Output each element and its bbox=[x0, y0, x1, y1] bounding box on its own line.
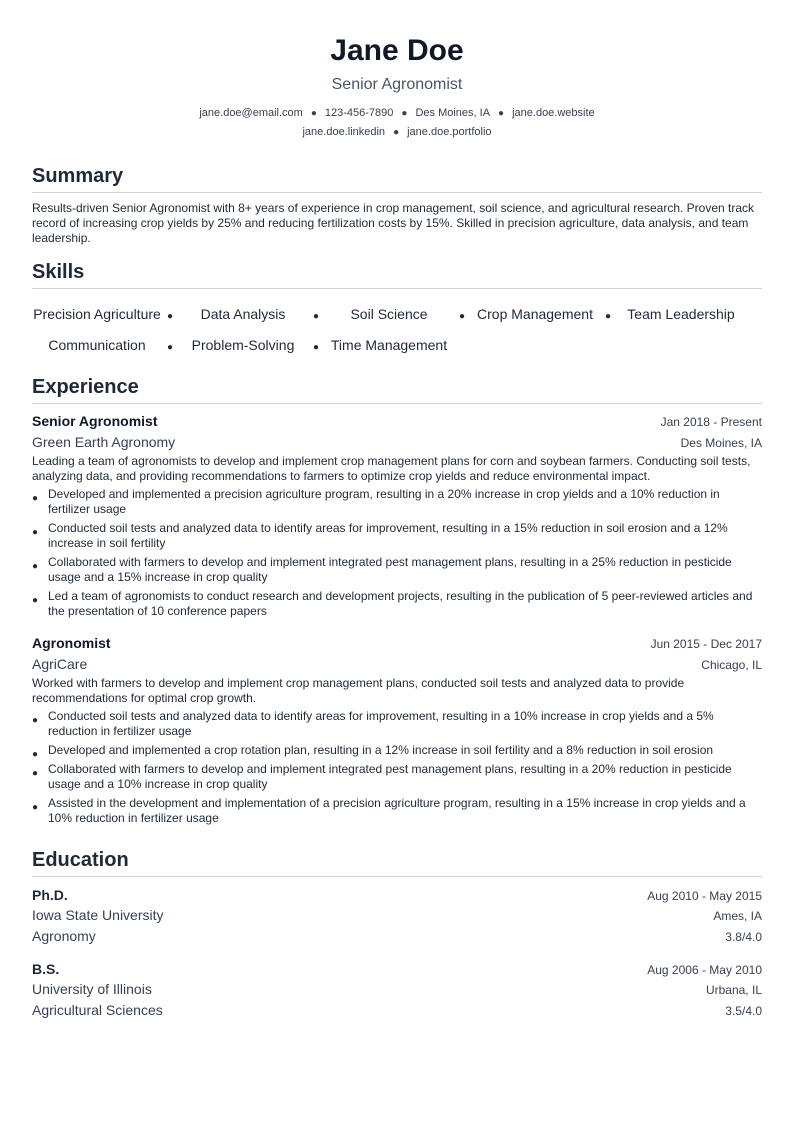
section-heading: Experience bbox=[32, 375, 762, 404]
skill-item: Precision Agriculture bbox=[33, 305, 161, 322]
job-entry bbox=[32, 634, 762, 826]
company-name: Green Earth Agronomy bbox=[32, 434, 176, 450]
job-dates: Jun 2015 - Dec 2017 bbox=[650, 637, 762, 651]
degree: Ph.D. bbox=[32, 887, 68, 903]
skill-item: Crop Management bbox=[477, 305, 593, 322]
list-item: ● Conducted soil tests and analyzed data to identify areas for improvement, resulting in a 10% increase in crop yields and a 5% reduction in fertilizer usage bbox=[32, 709, 714, 738]
separator-dot: ● bbox=[393, 127, 400, 138]
company-name: AgriCare bbox=[32, 656, 88, 672]
phone-text[interactable]: 123-456-7890 bbox=[324, 107, 394, 119]
bullet-dot: ● bbox=[32, 715, 39, 726]
resume-header bbox=[32, 33, 762, 142]
skill-item: Communication bbox=[48, 336, 146, 353]
list-item: ● Collaborated with farmers to develop and implement integrated pest management plans, resulting in a 25% reduction in pesticide usage and a 15% increase in crop quality bbox=[32, 555, 732, 584]
section-heading: Summary bbox=[32, 164, 762, 193]
bullet-dot: ● bbox=[32, 527, 39, 538]
list-item: ● Assisted in the development and implementation of a precision agriculture program, resulting in a 15% increase in crop yields and a 10% reduction in fertilizer usage bbox=[32, 796, 746, 825]
separator-dot: ● bbox=[498, 108, 505, 119]
portfolio-link[interactable]: jane.doe.portfolio bbox=[407, 126, 492, 138]
skill-item: Data Analysis bbox=[200, 305, 286, 322]
list-item: ● Developed and implemented a crop rotation plan, resulting in a 12% increase in soil fertility and a 8% reduction in soil erosion bbox=[32, 743, 714, 760]
skill-item: Soil Science bbox=[350, 305, 428, 322]
section-heading: Education bbox=[32, 848, 762, 877]
education-entry bbox=[32, 959, 762, 1021]
separator-dot: ● bbox=[401, 108, 408, 119]
bullet-dot: ● bbox=[32, 768, 39, 779]
bullet-dot: ● bbox=[32, 561, 39, 572]
bullet-dot: ● bbox=[312, 341, 320, 353]
job-location: Des Moines, IA bbox=[680, 436, 762, 450]
job-title: Senior Agronomist bbox=[32, 413, 158, 429]
skills-section bbox=[32, 260, 762, 357]
skill-item: Problem-Solving bbox=[191, 336, 295, 353]
resume-page bbox=[32, 0, 762, 1021]
gpa: 3.8/4.0 bbox=[725, 930, 762, 944]
bullet-dot: ● bbox=[32, 802, 39, 813]
list-item: ● Collaborated with farmers to develop and implement integrated pest management plans, resulting in a 20% reduction in pesticide usage and a 10% increase in crop quality bbox=[32, 762, 732, 791]
skill-item: Team Leadership bbox=[627, 305, 735, 322]
list-item: ● Developed and implemented a precision agriculture program, resulting in a 20% increase in crop yields and a 10% reduction in fertilizer usage bbox=[32, 487, 720, 516]
achievement-list bbox=[32, 709, 762, 826]
education-section bbox=[32, 848, 762, 1021]
school-name: University of Illinois bbox=[32, 981, 152, 997]
list-item: ● Led a team of agronomists to conduct research and development projects, resulting in the publication of 5 peer-reviewed articles and the presentation of 10 conference papers bbox=[32, 589, 753, 618]
bullet-dot: ● bbox=[32, 493, 39, 504]
education-entry bbox=[32, 885, 762, 947]
summary-text: Results-driven Senior Agronomist with 8+ years of experience in crop management, soil science, and agricultural research. Proven track record of increasing crop yields by 25% and reducing fertilization costs by 15%. Skilled in precision agriculture, data analysis, and team leadership. bbox=[32, 201, 755, 245]
field-of-study: Agronomy bbox=[32, 928, 96, 944]
job-location: Chicago, IL bbox=[701, 658, 762, 672]
bullet-dot: ● bbox=[166, 341, 174, 353]
job-title: Agronomist bbox=[32, 635, 111, 651]
school-name: Iowa State University bbox=[32, 907, 164, 923]
experience-section bbox=[32, 375, 762, 826]
skill-item: Time Management bbox=[330, 336, 448, 353]
school-location: Ames, IA bbox=[713, 909, 762, 923]
bullet-dot: ● bbox=[458, 310, 466, 322]
degree: B.S. bbox=[32, 961, 60, 977]
bullet-dot: ● bbox=[166, 310, 174, 322]
school-location: Urbana, IL bbox=[705, 983, 762, 997]
summary-section bbox=[32, 164, 762, 246]
list-item: ● Conducted soil tests and analyzed data to identify areas for improvement, resulting in a 15% reduction in soil erosion and a 12% increase in soil fertility bbox=[32, 521, 728, 550]
separator-dot: ● bbox=[310, 108, 317, 119]
achievement-list bbox=[32, 487, 762, 619]
education-dates: Aug 2006 - May 2010 bbox=[647, 963, 762, 977]
bullet-dot: ● bbox=[32, 595, 39, 606]
field-of-study: Agricultural Sciences bbox=[32, 1002, 163, 1018]
job-description: Worked with farmers to develop and implement crop management plans, conducted soil tests and analyzed data to provide recommendations for optimal crop growth. bbox=[32, 676, 685, 705]
job-entry bbox=[32, 412, 762, 619]
candidate-name: Jane Doe bbox=[330, 34, 464, 67]
job-dates: Jan 2018 - Present bbox=[660, 415, 762, 429]
bullet-dot: ● bbox=[32, 749, 39, 760]
section-heading: Skills bbox=[32, 260, 762, 289]
contact-row bbox=[32, 104, 762, 123]
contact-info bbox=[32, 104, 762, 142]
location-text: Des Moines, IA bbox=[415, 107, 491, 119]
job-description: Leading a team of agronomists to develop and implement crop management plans for corn and soybean farmers. Conducting soil tests, analyzing data, and providing recommendations to farmers to optimize crop yields and reduce environmental impact. bbox=[32, 454, 751, 483]
education-dates: Aug 2010 - May 2015 bbox=[647, 889, 762, 903]
candidate-title: Senior Agronomist bbox=[331, 76, 463, 93]
skills-list bbox=[32, 297, 762, 357]
contact-row bbox=[32, 123, 762, 142]
website-link[interactable]: jane.doe.website bbox=[512, 107, 595, 119]
email-link[interactable]: jane.doe@email.com bbox=[199, 107, 303, 119]
gpa: 3.5/4.0 bbox=[725, 1004, 762, 1018]
linkedin-link[interactable]: jane.doe.linkedin bbox=[302, 126, 386, 138]
bullet-dot: ● bbox=[604, 310, 612, 322]
bullet-dot: ● bbox=[312, 310, 320, 322]
